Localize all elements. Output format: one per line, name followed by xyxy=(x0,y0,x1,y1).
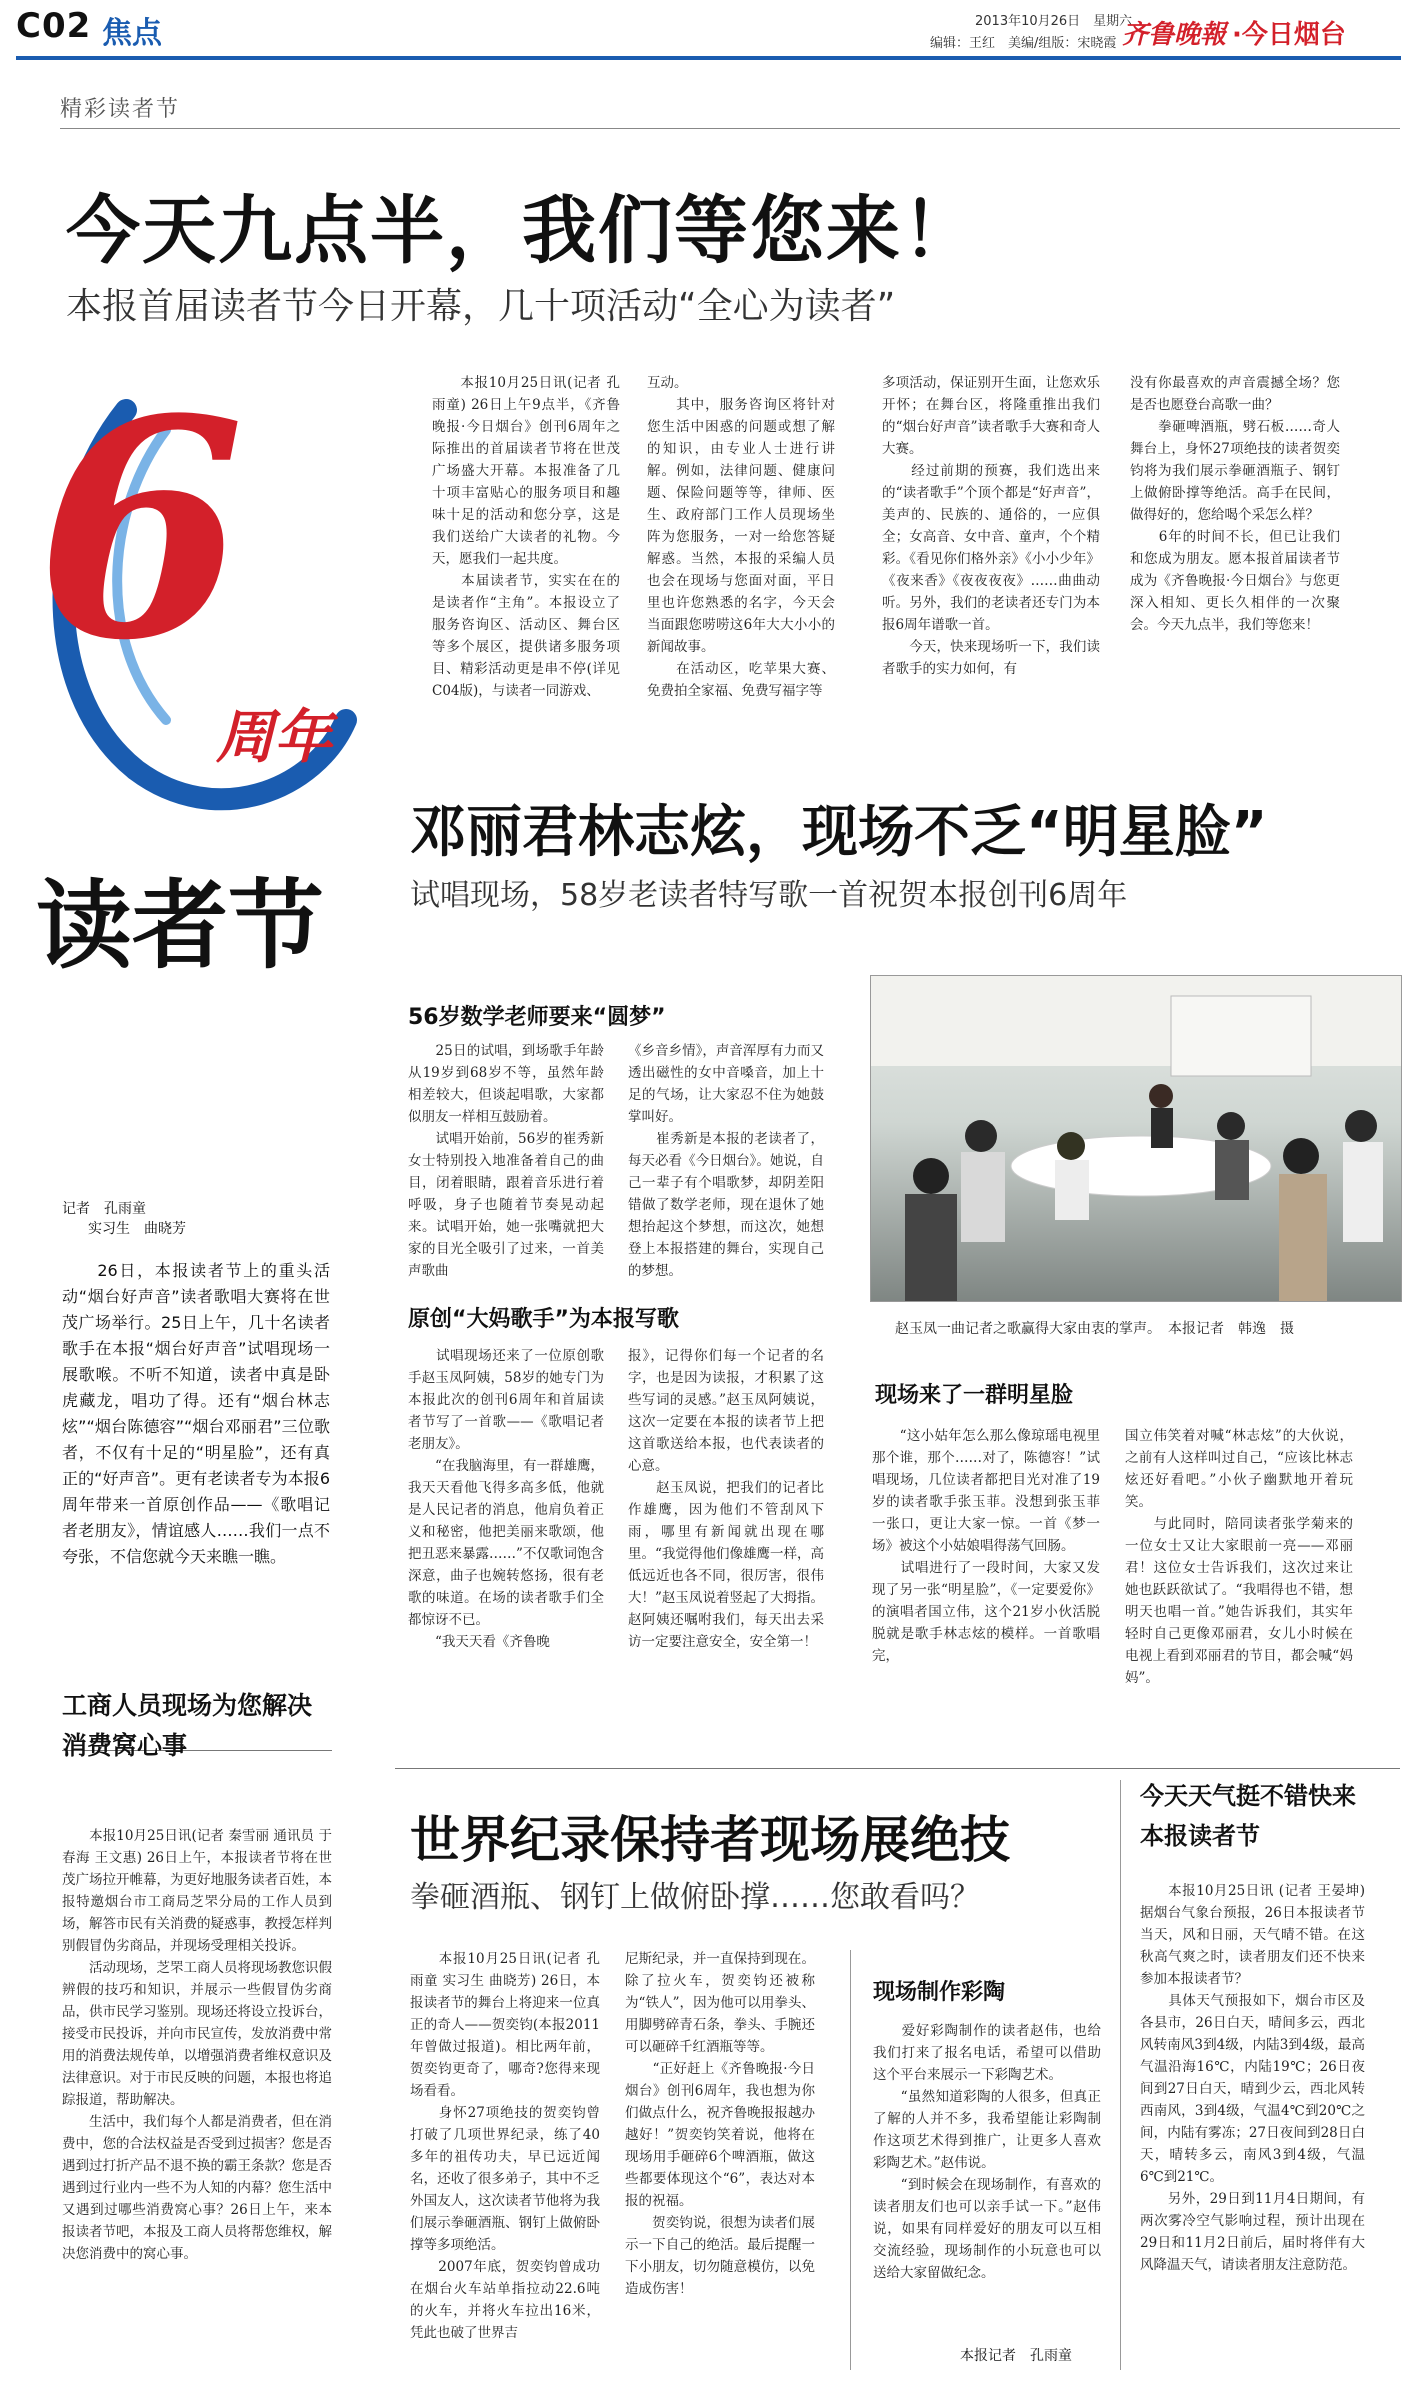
story5-body: 爱好彩陶制作的读者赵伟，也给我们打来了报名电话，希望可以借助这个平台来展示一下彩陶艺术。 “虽然知道彩陶的人很多，但真正了解的人并不多，我希望能让彩陶制作这项艺术得到推广，让更多人喜欢彩陶艺术。”赵伟说。 “到时候会在现场制作，有喜欢的读者朋友们也可以亲手试一下。”赵伟说，如果有同样爱好的朋友可以互相交流经验，现场制作的小玩意也可以送给大家留做纪念。 xyxy=(873,2023,1101,2281)
brand-sub: ·今日烟台 xyxy=(1232,20,1346,50)
story3-body: 本报10月25日讯(记者 秦雪丽 通讯员 于春海 王文惠) 26日上午，本报读者节将在世茂广场拉开帷幕，为更好地服务读者百姓，本报特邀烟台市工商局芝罘分局的工作人员到场，解答市民有关消费的疑惑事，教授怎样判别假冒伪劣商品，并现场受理相关投诉。 活动现场，芝罘工商人员将现场教您识假辨假的技巧和知识，并展示一些假冒伪劣商品，供市民学习鉴别。现场还将设立投诉台，接受市民投诉，并向市民宣传，发放消费中常用的消费法规传单，以增强消费者维权意识及法律意识。对于市民反映的问题，本报也将追踪报道，帮助解决。 生活中，我们每个人都是消费者，但在消费中，您的合法权益是否受到过损害？您是否遇到过打折产品不退不换的霸王条款？您是否遇到过行业内一些不为人知的内幕？您生活中又遇到过哪些消费窝心事？26日上午，来本报读者节吧，本报及工商人员将帮您维权，解决您消费中的窝心事。 xyxy=(62,1828,332,2262)
subsection-label: 精彩读者节 xyxy=(60,97,181,122)
logo-duzhejie: 读者节 xyxy=(36,870,324,982)
lead-headline: 今天九点半，我们等您来！ xyxy=(66,188,978,274)
audience-illustration-icon xyxy=(871,976,1401,1301)
story4-headline: 世界纪录保持者现场展绝技 xyxy=(410,1811,1010,1869)
story2-intro: 26日，本报读者节上的重头活动“烟台好声音”读者歌唱大赛将在世茂广场举行。25日上午，几十名读者歌手在本报“烟台好声音”试唱现场一展歌喉。不听不知道，读者中真是卧虎藏龙，唱功了得。还有“烟台林志炫”“烟台陈德容”“烟台邓丽君”三位歌者，不仅有十足的“明星脸”，还有真正的“好声音”。更有老读者专为本报6周年带来一首原创作品——《歌唱记者老朋友》，情谊感人……我们一点不夸张，不信您就今天来瞧一瞧。 xyxy=(62,1261,330,1566)
mid-rule xyxy=(395,1768,1400,1769)
story2-sub3: 现场来了一群明星脸 xyxy=(875,1383,1074,1408)
section-name: 焦点 xyxy=(102,16,162,51)
story3-headline: 工商人员现场为您解决消费窝心事 xyxy=(62,1691,313,1760)
story2-headline: 邓丽君林志炫，现场不乏“明星脸” xyxy=(410,800,1268,865)
lead-column-1: 本报10月25日讯(记者 孔雨童) 26日上午9点半，《齐鲁晚报·今日烟台》创刊6周年之际推出的首届读者节将在世茂广场盛大开幕。本报准备了几十项丰富贴心的服务项目和趣味十足的活动和您分享，这是我们送给广大读者的礼物。今天，愿我们一起共度。 本届读者节，实实在在的是读者作“主角”。本报设立了服务咨询区、活动区、舞台区等多个展区，提供诸多服务项目、精彩活动更是串不停(详见C04版)，与读者一同游戏、 xyxy=(432,375,620,699)
lead-column-3: 多项活动，保证别开生面，让您欢乐开怀；在舞台区，将隆重推出我们的“烟台好声音”读者歌手大赛和奇人大赛。 经过前期的预赛，我们选出来的“读者歌手”个顶个都是“好声音”，美声的、民族的、通俗的，一应俱全；女高音、女中音、童声，个个精彩。《看见你们格外亲》《小小少年》《夜来香》《夜夜夜夜》……曲曲动听。另外，我们的老读者还专门为本报6周年谱歌一首。 今天，快来现场听一下，我们读者歌手的实力如何，有 xyxy=(882,375,1100,677)
story5-divider xyxy=(850,1950,851,2370)
story6-body: 本报10月25日讯 (记者 王晏坤) 据烟台气象台预报，26日本报读者节当天，风和日丽，天气晴不错。在这秋高气爽之时，读者朋友们还不快来参加本报读者节？ 具体天气预报如下，烟台市区及各县市，26日白天，晴间多云，西北风转南风3到4级，内陆3到4级，最高气温沿海16℃，内陆19℃；26日夜间到27日白天，晴到少云，西北风转西南风，3到4级，气温4℃到20℃之间，内陆有雾冻；27日夜间到28日白天，晴转多云，南风3到4级，气温6℃到21℃。 另外，29日到11月4日期间，有两次雾冷空气影响过程，预计出现在29日和11月2日前后，届时将伴有大风降温天气，请读者朋友注意防范。 xyxy=(1140,1883,1365,2273)
header-rule xyxy=(16,56,1401,60)
page-code: C02 xyxy=(16,6,92,46)
story2-s3-col1: “这小姑年怎么那么像琼瑶电视里那个谁，那个……对了，陈德容！”试唱现场，几位读者都把目光对准了19岁的读者歌手张玉菲。没想到张玉菲一张口，更让大家一惊。一首《梦一场》被这个小姑娘唱得荡气回肠。 试唱进行了一段时间，大家又发现了另一张“明星脸”，《一定要爱你》的演唱者国立伟，这个21岁小伙活脱脱就是歌手林志炫的模样。一首歌唱完， xyxy=(872,1428,1100,1664)
story2-sub2: 原创“大妈歌手”为本报写歌 xyxy=(408,1307,679,1332)
anniversary-logo xyxy=(16,353,396,1010)
story5-byline: 本报记者 孔雨童 xyxy=(960,2348,1072,2364)
event-photo xyxy=(870,975,1402,1302)
story5-sub: 现场制作彩陶 xyxy=(873,1980,1006,2005)
story2-byline-1: 记者 孔雨童 xyxy=(62,1201,146,1217)
story2-subhead: 试唱现场，58岁老读者特写歌一首祝贺本报创刊6周年 xyxy=(410,878,1128,913)
story6-headline: 今天天气挺不错快来本报读者节 xyxy=(1140,1782,1356,1850)
story2-s1-col2: 《乡音乡情》，声音浑厚有力而又透出磁性的女中音嗓音，加上十足的气场，让大家忍不住为她鼓掌叫好。 崔秀新是本报的老读者了，每天必看《今日烟台》。她说，自己一辈子有个唱歌梦，却阴差阳错做了数学老师，现在退休了她想抬起这个梦想，而这次，她想登上本报搭建的舞台，实现自己的梦想。 xyxy=(628,1043,824,1279)
logo-number: 6 xyxy=(36,353,245,706)
story2-s3-col2: 国立伟笑着对喊“林志炫”的大伙说，之前有人这样叫过自己，“应该比林志炫还好看吧。”小伙子幽默地开着玩笑。 与此同时，陪同读者张学菊来的一位女士又让大家眼前一亮——邓丽君！这位女士告诉我们，这次过来让她也跃跃欲试了。“我唱得也不错，想明天也唱一首。”她告诉我们，其实年轻时自己更像邓丽君，女儿小时候在电视上看到邓丽君的节目，都会喊“妈妈”。 xyxy=(1125,1428,1353,1686)
story2-s1-col1: 25日的试唱，到场歌手年龄从19岁到68岁不等，虽然年龄相差较大，但谈起唱歌，大家都似朋友一样相互鼓励着。 试唱开始前，56岁的崔秀新女士特别投入地准备着自己的曲目，闭着眼睛，跟着音乐进行着呼吸，身子也随着节奏晃动起来。试唱开始，她一张嘴就把大家的目光全吸引了过来，一首美声歌曲 xyxy=(408,1043,604,1279)
story2-sub1: 56岁数学老师要来“圆梦” xyxy=(408,1005,666,1030)
story2-s2-col1: 试唱现场还来了一位原创歌手赵玉凤阿姨，58岁的她专门为本报此次的创刊6周年和首届读者节写了一首歌——《歌唱记者老朋友》。 “在我脑海里，有一群雄鹰，我天天看他飞得多高多低，他就是人民记者的消息，他肩负着正义和秘密，他把美丽来歌颂，他把丑恶来暴露……”不仅歌词饱含深意，曲子也婉转悠扬，很有老歌的味道。在场的读者歌手们全都惊讶不已。 “我天天看《齐鲁晚 xyxy=(408,1348,604,1650)
lead-column-2: 互动。 其中，服务咨询区将针对您生活中困惑的问题或想了解的知识，由专业人士进行讲解。例如，法律问题、健康问题、保险问题等等，律师、医生、政府部门工作人员现场坐阵为您服务，一对一给您答疑解惑。当然，本报的采编人员也会在现场与您面对面，平日里也许您熟悉的名字，今天会当面跟您唠唠这6年大大小小的新闻故事。 在活动区，吃苹果大赛、免费拍全家福、免费写福字等 xyxy=(647,375,835,699)
logo-zhounian: 周年 xyxy=(216,703,333,771)
story2-byline-2: 实习生 曲晓芳 xyxy=(88,1221,186,1237)
photo-caption: 赵玉凤一曲记者之歌赢得大家由衷的掌声。 本报记者 韩逸 摄 xyxy=(895,1321,1294,1337)
header-editors: 编辑：王红 美编/组版：宋晓霞 xyxy=(930,36,1117,51)
story4-col1: 本报10月25日讯(记者 孔雨童 实习生 曲晓芳) 26日，本报读者节的舞台上将迎来一位真正的奇人——贺奕钧(本报2011年曾做过报道)。相比两年前，贺奕钧更奇了，哪奇?您得来现场看看。 身怀27项绝技的贺奕钧曾打破了几项世界纪录，练了40多年的祖传功夫，早已远近闻名，还收了很多弟子，其中不乏外国友人，这次读者节他将为我们展示拳砸酒瓶、钢钉上做俯卧撑等多项绝活。 2007年底，贺奕钧曾成功在烟台火车站单指拉动22.6吨的火车，并将火车拉出16米，凭此也破了世界吉 xyxy=(410,1951,600,2341)
header-date: 2013年10月26日 星期六 xyxy=(975,14,1133,29)
story4-subhead: 拳砸酒瓶、钢钉上做俯卧撑……您敢看吗？ xyxy=(410,1880,980,1915)
story2-s2-col2: 报》，记得你们每一个记者的名字，也是因为读报，才积累了这些写词的灵感。”赵玉凤阿姨说，这次一定要在本报的读者节上把这首歌送给本报，也代表读者的心意。 赵玉凤说，把我们的记者比作雄鹰，因为他们不管刮风下雨，哪里有新闻就出现在哪里。“我觉得他们像雄鹰一样，高低远近也各不同，很厉害，很伟大！”赵玉凤说着竖起了大拇指。赵阿姨还嘱咐我们，每天出去采访一定要注意安全，安全第一！ xyxy=(628,1348,824,1650)
story6-divider xyxy=(1120,1780,1121,2370)
lead-column-4: 没有你最喜欢的声音震撼全场？您是否也愿登台高歌一曲？ 拳砸啤酒瓶，劈石板……奇人舞台上，身怀27项绝技的读者贺奕钧将为我们展示拳砸酒瓶子、钢钉上做俯卧撑等绝活。高手在民间，做得好的，您给喝个采怎么样？ 6年的时间不长，但已让我们和您成为朋友。愿本报首届读者节成为《齐鲁晚报·今日烟台》与您更深入相知、更长久相伴的一次聚会。今天九点半，我们等您来！ xyxy=(1130,375,1340,633)
lead-subhead: 本报首届读者节今日开幕，几十项活动“全心为读者” xyxy=(66,286,896,327)
story4-col2: 尼斯纪录，并一直保持到现在。除了拉火车，贺奕钧还被称为“铁人”，因为他可以用拳头、用脚劈碎青石条，拳头、手腕还可以砸碎千红酒瓶等等。 “正好赶上《齐鲁晚报·今日烟台》创刊6周年，我也想为你们做点什么，祝齐鲁晚报报越办越好！”贺奕钧笑着说，他将在现场用手砸碎6个啤酒瓶，做这些都要体现这个“6”，表达对本报的祝福。 贺奕钧说，很想为读者们展示一下自己的绝活。最后提醒一下小朋友，切勿随意模仿，以免造成伤害！ xyxy=(625,1951,815,2297)
brand-logo: 齐鲁晚報 xyxy=(1122,20,1227,50)
subsection-rule xyxy=(60,128,1400,129)
